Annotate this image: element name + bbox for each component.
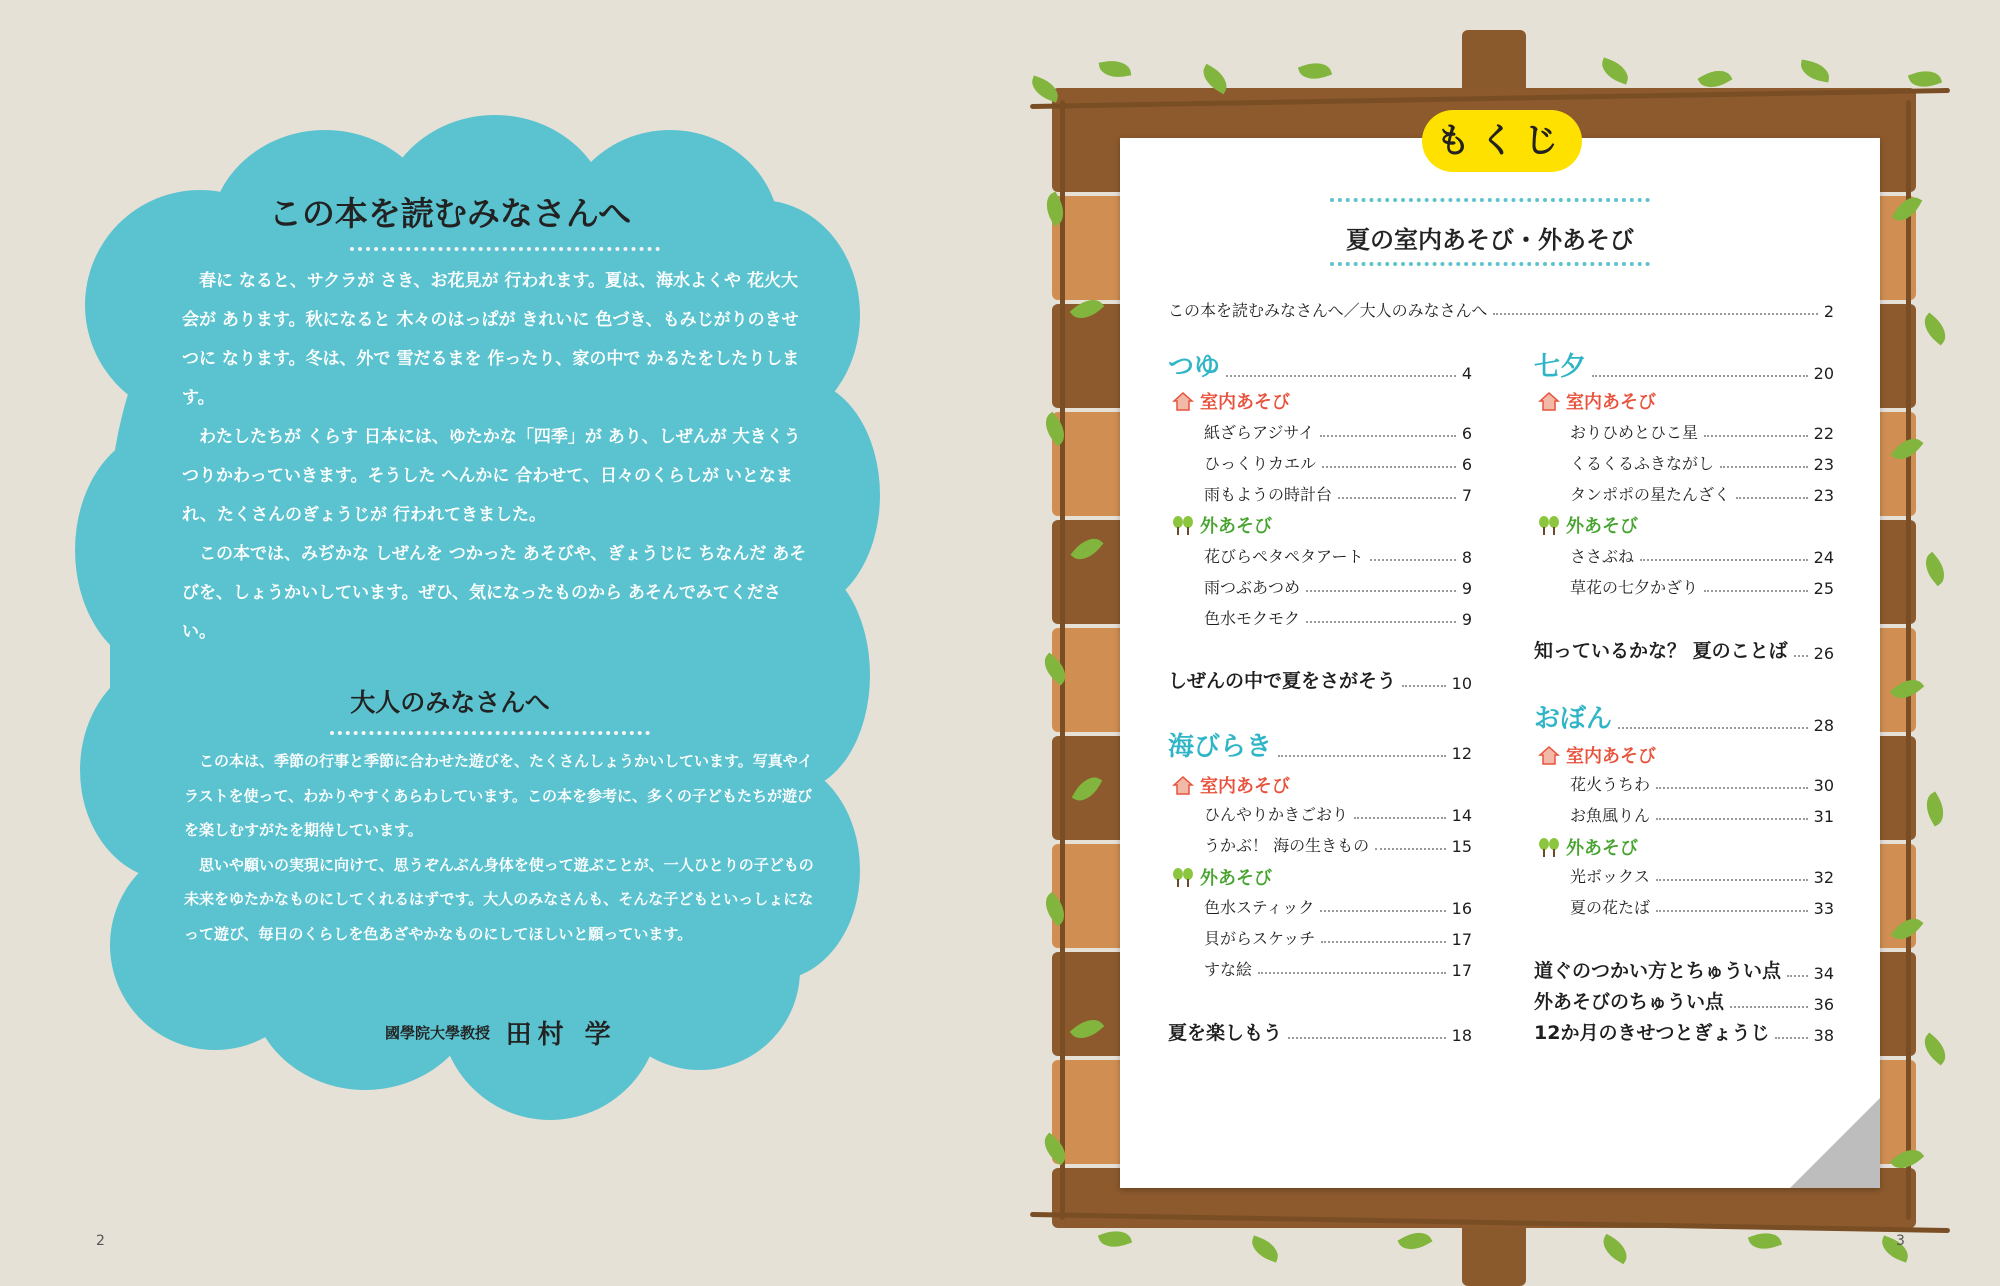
house-icon: [1538, 745, 1560, 765]
adults-body: [184, 744, 814, 951]
intro-paragraph-3: この本では、みぢかな しぜんを つかった あそびや、ぎょうじに ちなんだ あそびを、しょうかいしています。ぜひ、気になったものから あそんでみてください。: [182, 544, 807, 642]
title-divider: [350, 247, 660, 251]
toc-entry[interactable]: タンポポの星たんざく 23: [1570, 485, 1834, 505]
toc-entry[interactable]: くるくるふきながし 23: [1570, 454, 1834, 474]
toc-entry[interactable]: 夏を楽しもう 18: [1168, 1022, 1472, 1045]
tree-icon: [1538, 837, 1560, 857]
author-name: 田村 学: [505, 1020, 617, 1050]
toc-heading-divider-top: [1330, 198, 1650, 202]
toc-entry[interactable]: 雨もようの時計台 7: [1204, 485, 1472, 505]
author: [385, 1014, 617, 1051]
page-number-right: 3: [1896, 1233, 1905, 1249]
toc-entry[interactable]: すな絵 17: [1204, 960, 1472, 980]
intro-body: [182, 262, 812, 652]
page-number-left: 2: [96, 1233, 105, 1249]
toc-entry[interactable]: 知っているかな？ 夏のことば 26: [1534, 640, 1834, 663]
section-outdoor: 外あそび: [1172, 512, 1272, 538]
tree-icon: [1172, 515, 1194, 535]
toc-entry[interactable]: うかぶ！ 海の生きもの 15: [1204, 836, 1472, 856]
author-affiliation: 國學院大學教授: [385, 1024, 491, 1042]
toc-entry[interactable]: ささぶね 24: [1570, 547, 1834, 567]
house-icon: [1538, 391, 1560, 411]
mokuji-badge: もくじ: [1422, 110, 1582, 172]
toc-entry[interactable]: 雨つぶあつめ 9: [1204, 578, 1472, 598]
intro-paragraph-2: わたしたちが くらす 日本には、ゆたかな「四季」が あり、しぜんが 大きくうつりかわっていきます。そうした へんかに 合わせて、日々のくらしが いとなまれ、たくさんのぎょうじが 行われてきました。: [182, 427, 801, 525]
toc-entry[interactable]: 外あそびのちゅうい点 36: [1534, 991, 1834, 1014]
toc-entry[interactable]: 色水スティック 16: [1204, 898, 1472, 918]
toc-category-obon[interactable]: おぼん 28: [1534, 704, 1834, 735]
toc-category-tsuyu[interactable]: つゆ 4: [1168, 352, 1472, 383]
toc-entry[interactable]: ひっくりカエル 6: [1204, 454, 1472, 474]
toc-entry[interactable]: 光ボックス 32: [1570, 867, 1834, 887]
house-icon: [1172, 391, 1194, 411]
adults-paragraph-1: この本は、季節の行事と季節に合わせた遊びを、たくさんしょうかいしています。写真やイラストを使って、わかりやすくあらわしています。この本を参考に、多くの子どもたちが遊びを楽しむすがたを期待しています。: [184, 752, 813, 839]
section-outdoor: 外あそび: [1172, 864, 1272, 890]
toc-category-tanabata[interactable]: 七夕 20: [1534, 352, 1834, 383]
toc-entry[interactable]: 花びらペタペタアート 8: [1204, 547, 1472, 567]
toc-entry[interactable]: おりひめとひこ星 22: [1570, 423, 1834, 443]
section-outdoor: 外あそび: [1538, 512, 1638, 538]
toc-entry[interactable]: 夏の花たば 33: [1570, 898, 1834, 918]
tree-icon: [1172, 867, 1194, 887]
section-indoor: 室内あそび: [1172, 388, 1290, 414]
section-indoor: 室内あそび: [1538, 742, 1656, 768]
toc-entry[interactable]: 色水モクモク 9: [1204, 609, 1472, 629]
intro-title: この本を読むみなさんへ: [268, 194, 632, 233]
section-indoor: 室内あそび: [1538, 388, 1656, 414]
toc-entry[interactable]: しぜんの中で夏をさがそう 10: [1168, 670, 1472, 693]
toc-entry[interactable]: ひんやりかきごおり 14: [1204, 805, 1472, 825]
adults-title: 大人のみなさんへ: [350, 688, 550, 717]
toc-entry[interactable]: この本を読むみなさんへ／大人のみなさんへ 2: [1168, 301, 1834, 321]
house-icon: [1172, 775, 1194, 795]
toc-entry[interactable]: お魚風りん 31: [1570, 806, 1834, 826]
toc-entry[interactable]: 紙ざらアジサイ 6: [1204, 423, 1472, 443]
adults-paragraph-2: 思いや願いの実現に向けて、思うぞんぶん身体を使って遊ぶことが、一人ひとりの子どもの未来をゆたかなものにしてくれるはずです。大人のみなさんも、そんな子どもといっしょになって遊び、毎日のくらしを色あざやかなものにしてほしいと願っています。: [184, 855, 814, 943]
toc-entry[interactable]: 貝がらスケッチ 17: [1204, 929, 1472, 949]
toc-entry[interactable]: 道ぐのつかい方とちゅうい点 34: [1534, 960, 1834, 983]
intro-paragraph-1: 春に なると、サクラが さき、お花見が 行われます。夏は、海水よくや 花火大会が あります。秋になると 木々のはっぱが きれいに 色づき、もみじがりのきせつに なります。冬は、外で 雪だるまを 作ったり、家の中で かるたをしたりします。: [182, 271, 800, 408]
toc-entry[interactable]: 花火うちわ 30: [1570, 775, 1834, 795]
toc-category-umibiraki[interactable]: 海びらき 12: [1168, 732, 1472, 763]
section-outdoor: 外あそび: [1538, 834, 1638, 860]
toc-heading: 夏の室内あそび・外あそび: [1346, 226, 1634, 254]
toc-entry[interactable]: 12か月のきせつとぎょうじ 38: [1534, 1022, 1834, 1045]
adults-divider: [330, 731, 650, 735]
tree-icon: [1538, 515, 1560, 535]
page-curl: [1790, 1098, 1880, 1188]
toc-heading-divider-bottom: [1330, 262, 1650, 266]
section-indoor: 室内あそび: [1172, 772, 1290, 798]
toc-entry[interactable]: 草花の七夕かざり 25: [1570, 578, 1834, 598]
